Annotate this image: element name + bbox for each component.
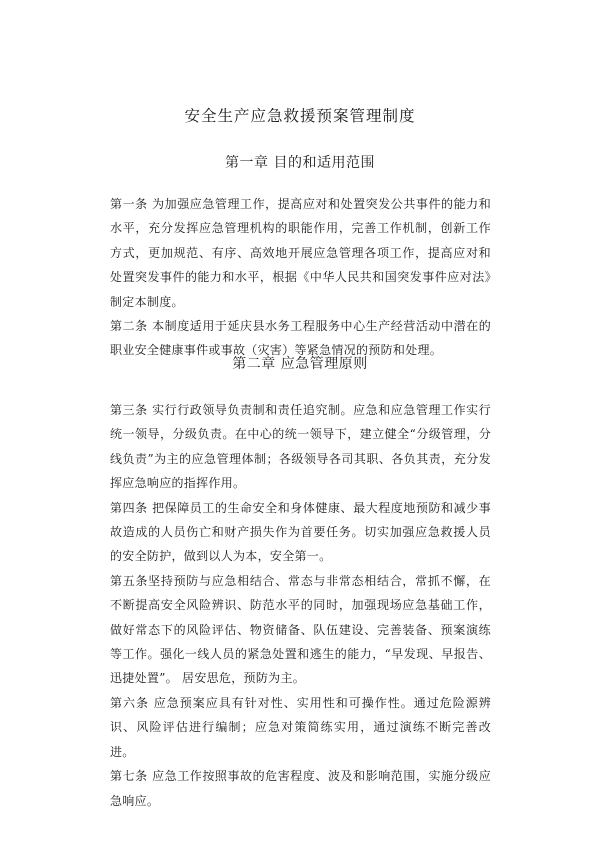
chapter-1-heading: 第一章 目的和适用范围 <box>225 155 375 171</box>
article-5: 第五条坚持预防与应急相结合、常态与非常态相结合，常抓不懈，在不断提高安全风险辨识、防范水平的同时，加强现场应急基础工作，做好常态下的风险评估、物资储备、队伍建设、完善装备、预案演练等工作。强化一线人员的紧急处置和逃生的能力，“早发现、早报告、迅捷处置”。 居安思危，预防为主。 <box>110 573 491 686</box>
document-title: 安全生产应急救援预案管理制度 <box>184 107 416 125</box>
chapter-2-heading: 第二章 应急管理原则 <box>232 356 368 372</box>
article-6: 第六条 应急预案应具有针对性、实用性和可操作性。通过危险源辨识、风险评估进行编制；应急对策简练实用，通过演练不断完善改进。 <box>110 695 491 759</box>
chapter-2-body <box>110 398 491 813</box>
article-7: 第七条 应急工作按照事故的危害程度、波及和影响范围，实施分级应急响应。 <box>110 769 491 808</box>
article-1: 第一条 为加强应急管理工作，提高应对和处置突发公共事件的能力和水平，充分发挥应急管理机构的职能作用，完善工作机制，创新工作方式，更加规范、有序、高效地开展应急管理各项工作，提高应对和处置突发事件的能力和水平，根据《中华人民共和国突发事件应对法》制定本制度。 <box>110 197 491 309</box>
chapter-1-body <box>110 192 491 363</box>
article-4: 第四条 把保障员工的生命安全和身体健康、最大程度地预防和减少事故造成的人员伤亡和财产损失作为首要任务。切实加强应急救援人员的安全防护，做到以人为本，安全第一。 <box>110 500 491 564</box>
article-3: 第三条 实行行政领导负责制和责任追究制。应急和应急管理工作实行统一领导，分级负责。在中心的统一领导下，建立健全“分级管理，分线负责”为主的应急管理体制；各级领导各司其职、各负其责，充分发挥应急响应的指挥作用。 <box>110 403 491 491</box>
article-2: 第二条 本制度适用于延庆县水务工程服务中心生产经营活动中潜在的职业安全健康事件或事故（灾害）等紧急情况的预防和处理。 <box>110 319 491 358</box>
